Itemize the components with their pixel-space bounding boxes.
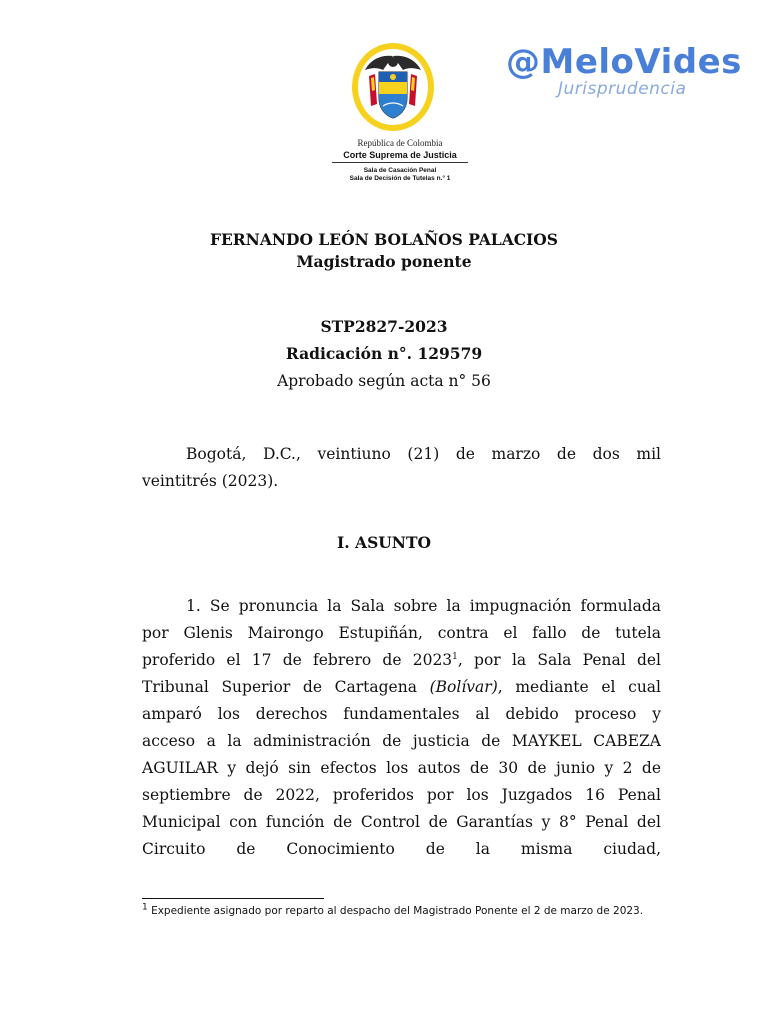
letterhead-sala-penal: Sala de Casación Penal [363, 167, 437, 174]
body-text: Tribunal Superior de Cartagena [142, 678, 430, 696]
footnote-marker: 1 [142, 902, 148, 913]
brand-name: @MeloVides [506, 42, 742, 82]
radicacion-number: Radicación n°. 129579 [285, 344, 483, 363]
body-line: Municipal con función de Control de Garantías y 8° Penal del [142, 813, 661, 831]
date-line-2: veintitrés (2023). [142, 472, 279, 490]
body-line: acceso a la administración de justicia de MAYKEL CABEZA [142, 732, 661, 750]
footnote-reference: 1 [452, 651, 458, 662]
body-paragraph [142, 593, 661, 863]
footnote-divider [142, 898, 324, 899]
magistrate-role: Magistrado ponente [296, 252, 472, 271]
letterhead-court: Corte Suprema de Justicia [332, 149, 468, 163]
body-line: por Glenis Mairongo Estupiñán, contra el fallo de tutela [142, 624, 661, 642]
brand-subtitle: Jurisprudencia [558, 79, 687, 99]
letterhead-sala-tutelas: Sala de Decisión de Tutelas n.° 1 [349, 175, 451, 182]
footnote-text: Expediente asignado por reparto al despacho del Magistrado Ponente el 2 de marzo de 2023. [147, 905, 644, 917]
section-title: I. ASUNTO [337, 533, 431, 552]
colombia-coat-of-arms-icon [349, 40, 437, 134]
footnote [142, 904, 661, 918]
body-line: Circuito de Conocimiento de la misma ciudad, [142, 840, 661, 858]
case-code: STP2827-2023 [320, 317, 448, 336]
body-line: AGUILAR y dejó sin efectos los autos de 30 de junio y 2 de [142, 759, 661, 777]
court-letterhead [330, 138, 470, 183]
body-line: 1. Se pronuncia la Sala sobre la impugnación formulada [186, 597, 661, 615]
date-paragraph [142, 441, 661, 495]
date-line-1: Bogotá, D.C., veintiuno (21) de marzo de dos mil [186, 445, 661, 463]
italic-place: (Bolívar) [429, 678, 498, 696]
body-text: , por la Sala Penal del [457, 651, 661, 669]
body-line: septiembre de 2022, proferidos por los Juzgados 16 Penal [142, 786, 661, 804]
brand-watermark [506, 40, 756, 104]
body-line: amparó los derechos fundamentales al debido proceso y [142, 705, 661, 723]
magistrate-name: FERNANDO LEÓN BOLAÑOS PALACIOS [209, 230, 559, 249]
letterhead-republic: República de Colombia [357, 138, 443, 148]
body-line-with-footnote [142, 647, 661, 674]
body-line-with-italic [142, 674, 661, 701]
body-text: , mediante el cual [497, 678, 661, 696]
body-text: proferido el 17 de febrero de 2023 [142, 651, 453, 669]
acta-approval: Aprobado según acta n° 56 [277, 372, 491, 390]
